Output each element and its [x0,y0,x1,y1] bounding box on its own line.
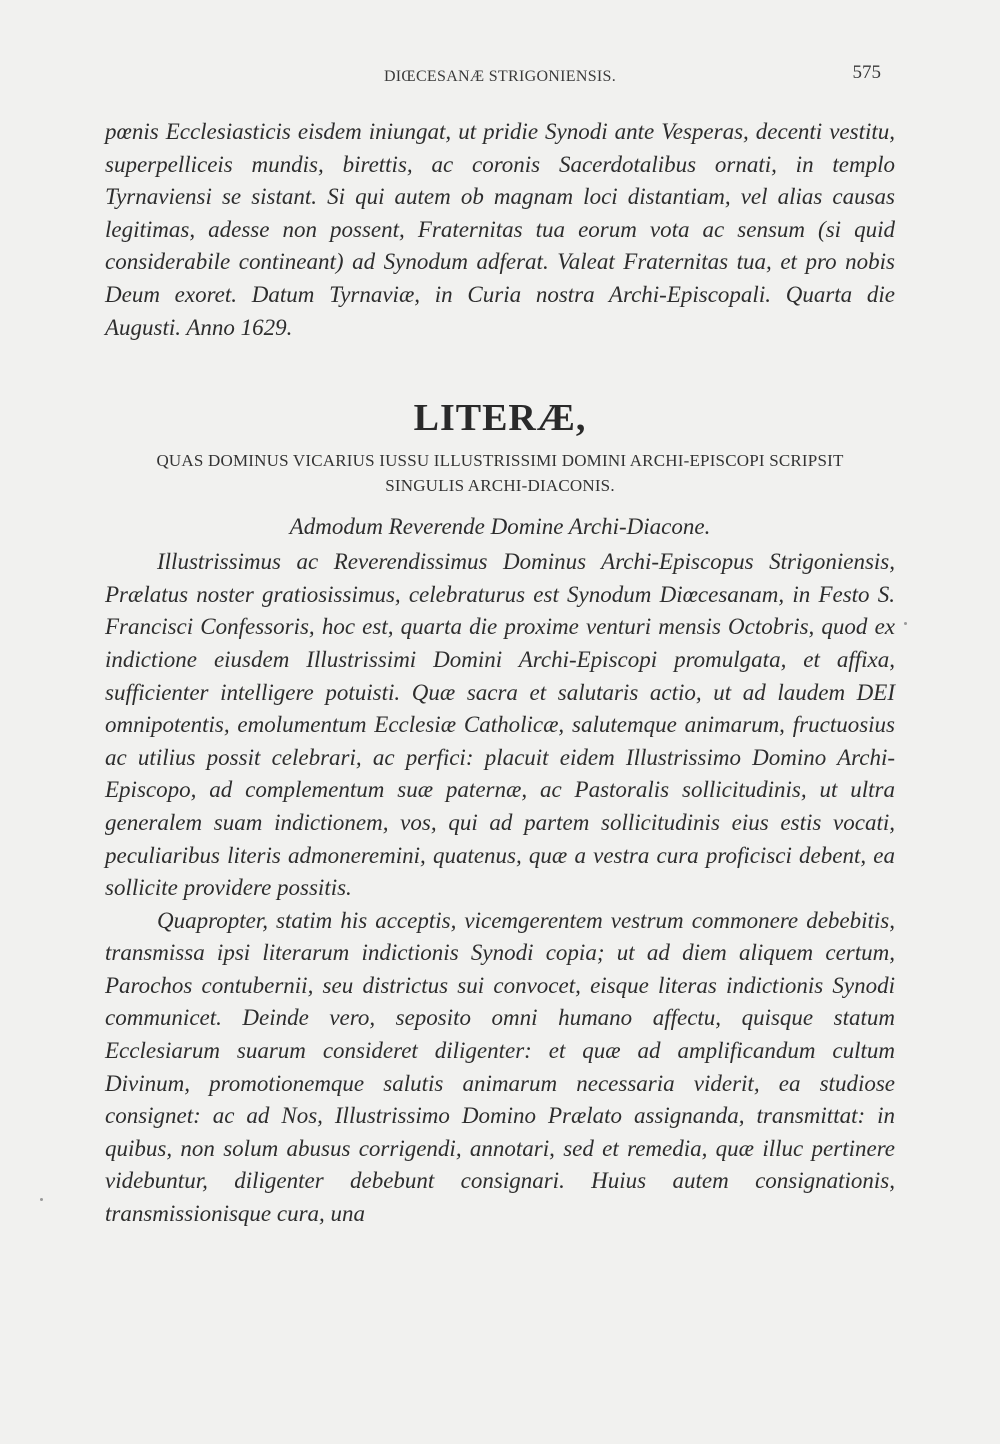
letter-paragraph: Quapropter, statim his acceptis, vicemgerentem vestrum commonere debebitis, transmissa ipsi literarum indictionis Synodi copia; ut ad diem aliquem certum, Parochos contubernii, seu districtus sui convocet, eisque literas indictionis Synodi communicet. Deinde vero, seposito omni humano affectu, quisque statum Ecclesiarum suarum consideret diligenter: et quæ ad amplificandum cultum Divinum, promotionemque salutis animarum necessaria viderit, ea studiose consignet: ac ad Nos, Illustrissimo Domino Prælato assignanda, transmittat: in quibus, non solum abusus corrigendi, annotari, sed et remedia, quæ illuc pertinere videbuntur, diligenter debebunt consignari. Huius autem consignationis, transmissionisque cura, una [105,907,895,1227]
margin-mark [904,622,907,625]
letter-salutation: Admodum Reverende Domine Archi-Diacone. [289,514,711,540]
running-title: DIŒCESANÆ STRIGONIENSIS. [383,68,617,85]
document-page [105,60,895,1231]
closing-paragraph: pœnis Ecclesiasticis eisdem iniungat, ut pridie Synodi ante Vesperas, decenti vestitu, superpelliceis mundis, birettis, ac coronis Sacerdotalibus ornati, in templo Tyrnaviensi se sistant. Si qui autem ob magnam loci distantiam, vel alias causas legitimas, adesse non possent, Fraternitas tua eorum vota ac sensum (si quid considerabile contineant) ad Synodum adferat. Valeat Fraternitas tua, et pro nobis Deum exoret. Datum Tyrnaviæ, in Curia nostra Archi-Episcopali. Quarta die Augusti. Anno 1629. [105,119,895,340]
section-heading: LITERÆ, [413,397,587,440]
margin-mark [40,1198,43,1201]
page-number: 575 [852,62,881,83]
letter-paragraph: Illustrissimus ac Reverendissimus Dominus Archi-Episcopus Strigoniensis, Prælatus noster gratiosissimus, celebraturus est Synodum Diœcesanam, in Festo S. Francisci Confessoris, hoc est, quarta die proxime venturi mensis Octobris, quod ex indictione eiusdem Illustrissimi Domini Archi-Episcopi promulgata, et affixa, sufficienter intelligere potuisti. Quæ sacra et salutaris actio, ut ad laudem DEI omnipotentis, emolumentum Ecclesiæ Catholicæ, salutemque animarum, fructuosius ac utilius possit celebrari, ac perfici: placuit eidem Illustrissimo Domino Archi-Episcopo, ad complementum suæ paternæ, ac Pastoralis sollicitudinis, ut ultra generalem suam indictionem, vos, qui ad partem sollicitudinis eius estis vocati, peculiaribus literis admoneremini, quatenus, quæ a vestra cura proficisci debent, ea sollicite providere possitis. [105,549,895,901]
running-head [105,60,895,94]
section-subheading: QUAS DOMINUS VICARIUS IUSSU ILLUSTRISSIMI DOMINI ARCHI-EPISCOPI SCRIPSIT SINGULIS ARCHI-DIACONIS. [156,451,844,496]
